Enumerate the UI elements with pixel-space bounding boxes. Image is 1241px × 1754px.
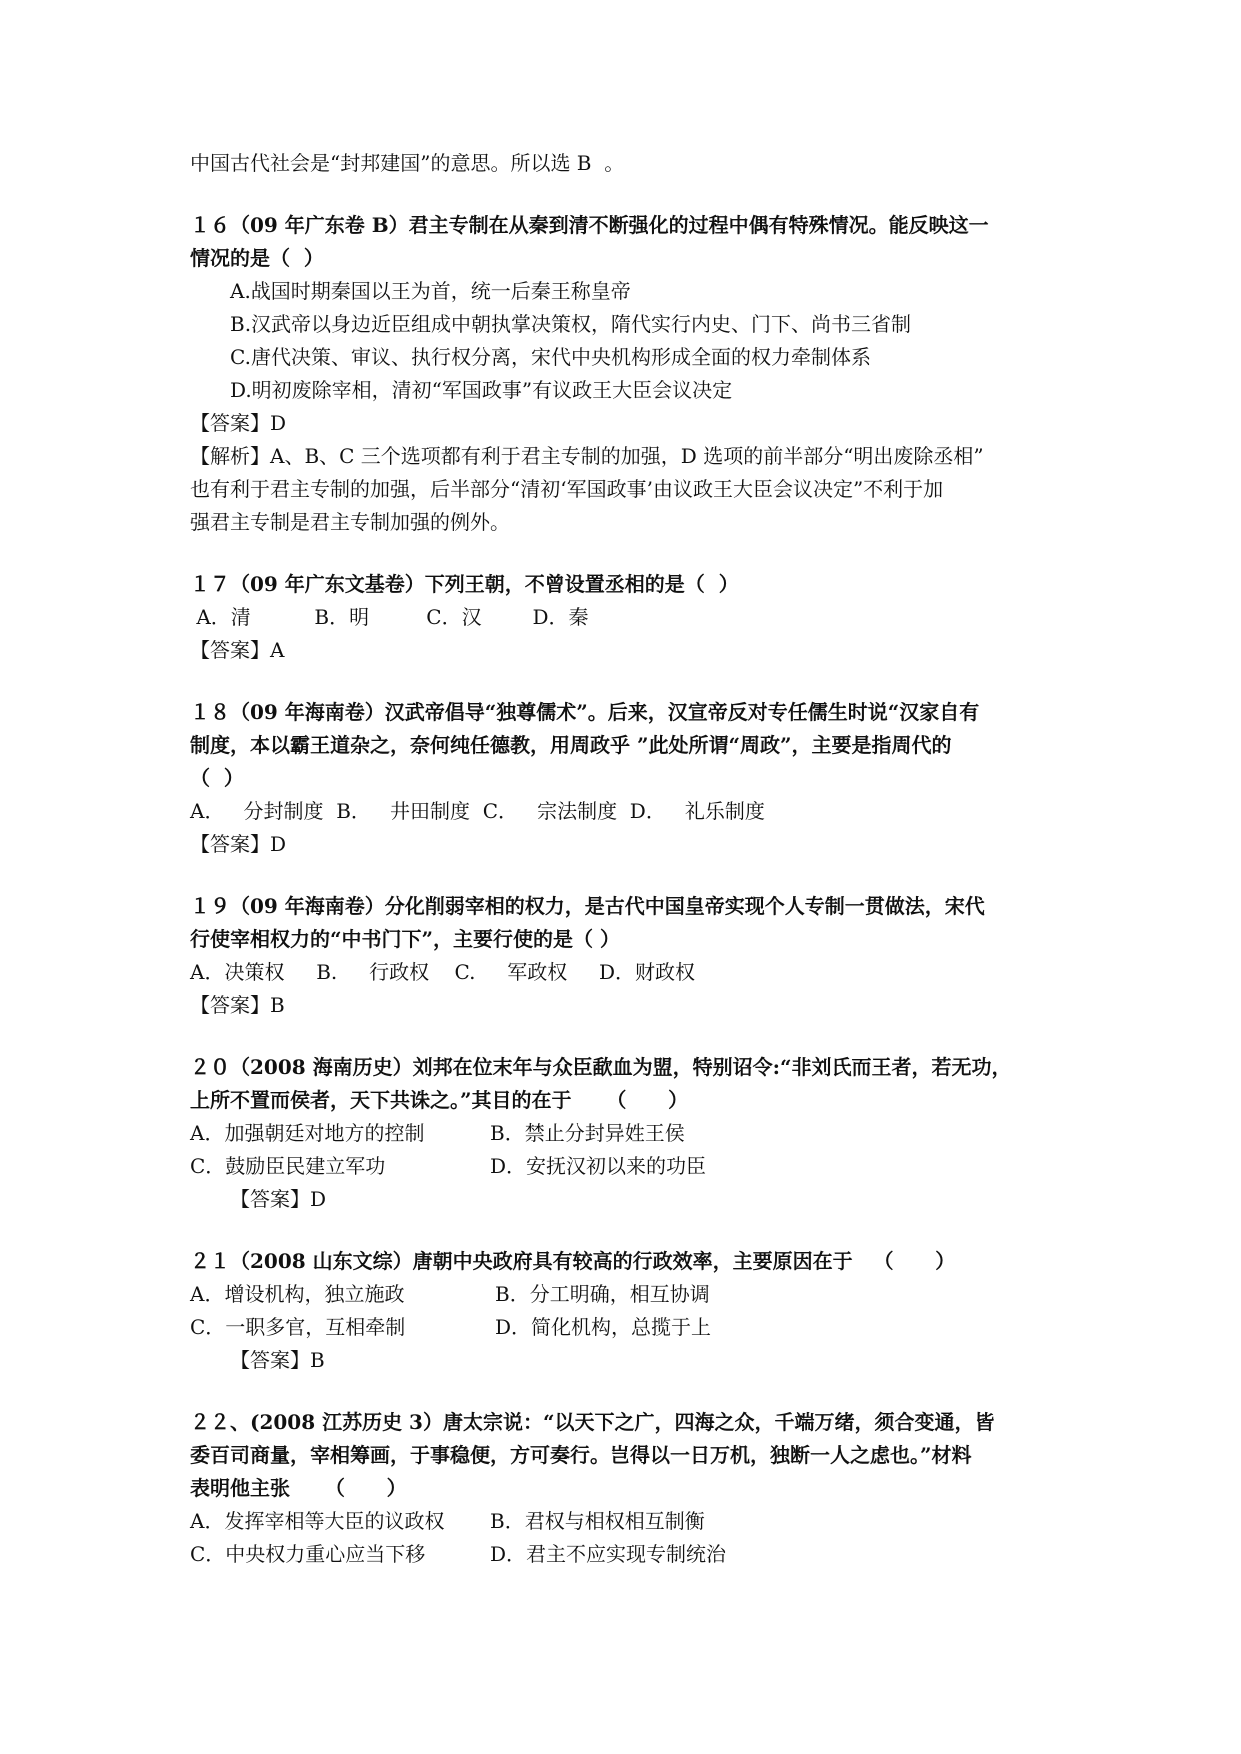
question-stem: 委百司商量，宰相筹画，于事稳便，方可奏行。岂得以一日万机，独断一人之虑也。”材料	[190, 1443, 972, 1467]
answer: 【答案】B	[230, 1348, 325, 1372]
options: A．决策权 B. 行政权 C. 军政权 D．财政权	[190, 960, 696, 984]
question-stem: ２１（2008 山东文综）唐朝中央政府具有较高的行政效率，主要原因在于 （ ）	[190, 1249, 956, 1273]
option-d: D．安抚汉初以来的功臣	[490, 1154, 707, 1178]
option-b: B．禁止分封异姓王侯	[490, 1121, 685, 1145]
question-stem: 情况的是（ ）	[190, 246, 324, 270]
option-a: A．发挥宰相等大臣的议政权	[190, 1509, 445, 1533]
option-a: A.战国时期秦国以王为首，统一后秦王称皇帝	[230, 279, 631, 303]
question-stem: ２０（2008 海南历史）刘邦在位末年与众臣歃血为盟，特别诏令:“非刘氏而王者，若无功，	[190, 1055, 1012, 1079]
question-stem: 行使宰相权力的“中书门下”，主要行使的是（ ）	[190, 927, 620, 951]
options: A．清 B．明 C．汉 D．秦	[190, 605, 589, 629]
option-c: C．一职多官，互相牵制	[190, 1315, 406, 1339]
option-c: C．鼓励臣民建立军功	[190, 1154, 386, 1178]
options-row	[190, 1278, 1070, 1311]
question-19	[190, 890, 1070, 1022]
question-21	[190, 1245, 1070, 1377]
answer: 【答案】D	[190, 411, 287, 435]
question-stem: 制度，本以霸王道杂之，奈何纯任德教，用周政乎 ”此处所谓“周政”，主要是指周代的	[190, 733, 952, 757]
options-row	[190, 1505, 1070, 1538]
answer: 【答案】A	[190, 638, 285, 662]
option-a: A．增设机构，独立施政	[190, 1282, 405, 1306]
option-b: B．分工明确，相互协调	[495, 1282, 710, 1306]
question-stem: １６（09 年广东卷 B）君主专制在从秦到清不断强化的过程中偶有特殊情况。能反映这一	[190, 213, 989, 237]
question-stem: ２２、(2008 江苏历史 3）唐太宗说：“以天下之广，四海之众，千端万绪，须合变通，皆	[190, 1410, 995, 1434]
question-stem: 上所不置而侯者，天下共诛之。”其目的在于 （ ）	[190, 1088, 689, 1112]
document-page	[190, 147, 1070, 1571]
options-row	[190, 1117, 1070, 1150]
analysis: 强君主专制是君主专制加强的例外。	[190, 510, 510, 534]
options: A． 分封制度 B． 井田制度 C． 宗法制度 D． 礼乐制度	[190, 799, 765, 823]
analysis: 【解析】A、B、C 三个选项都有利于君主专制的加强，D 选项的前半部分“明出废除丞相”	[190, 444, 984, 468]
question-17	[190, 568, 1070, 667]
options-row	[190, 1311, 1070, 1344]
question-stem: １９（09 年海南卷）分化削弱宰相的权力，是古代中国皇帝实现个人专制一贯做法，宋代	[190, 894, 985, 918]
options-row	[190, 1538, 1070, 1571]
question-16	[190, 209, 1070, 539]
question-20	[190, 1051, 1070, 1216]
option-c: C．中央权力重心应当下移	[190, 1542, 426, 1566]
question-18	[190, 696, 1070, 861]
answer: 【答案】D	[230, 1187, 327, 1211]
analysis: 也有利于君主专制的加强，后半部分“清初‘军国政事’由议政王大臣会议决定”不利于加	[190, 477, 944, 501]
option-b: B.汉武帝以身边近臣组成中朝执掌决策权，隋代实行内史、门下、尚书三省制	[230, 312, 912, 336]
option-d: D．简化机构，总揽于上	[495, 1315, 712, 1339]
question-stem: １８（09 年海南卷）汉武帝倡导“独尊儒术”。后来，汉宣帝反对专任儒生时说“汉家自有	[190, 700, 980, 724]
option-d: D.明初废除宰相，清初“军国政事”有议政王大臣会议决定	[230, 378, 733, 402]
intro-text: 中国古代社会是“封邦建国”的意思。所以选 B 。	[190, 151, 625, 175]
option-d: D．君主不应实现专制统治	[490, 1542, 727, 1566]
answer: 【答案】D	[190, 832, 287, 856]
option-a: A．加强朝廷对地方的控制	[190, 1121, 425, 1145]
question-stem: 表明他主张 （ ）	[190, 1476, 407, 1500]
option-c: C.唐代决策、审议、执行权分离，宋代中央机构形成全面的权力牵制体系	[230, 345, 871, 369]
question-stem: （ ）	[190, 766, 244, 790]
answer: 【答案】B	[190, 993, 285, 1017]
options-row	[190, 1150, 1070, 1183]
question-22	[190, 1406, 1070, 1571]
question-stem: １７（09 年广东文基卷）下列王朝，不曾设置丞相的是（ ）	[190, 572, 739, 596]
option-b: B．君权与相权相互制衡	[490, 1509, 705, 1533]
